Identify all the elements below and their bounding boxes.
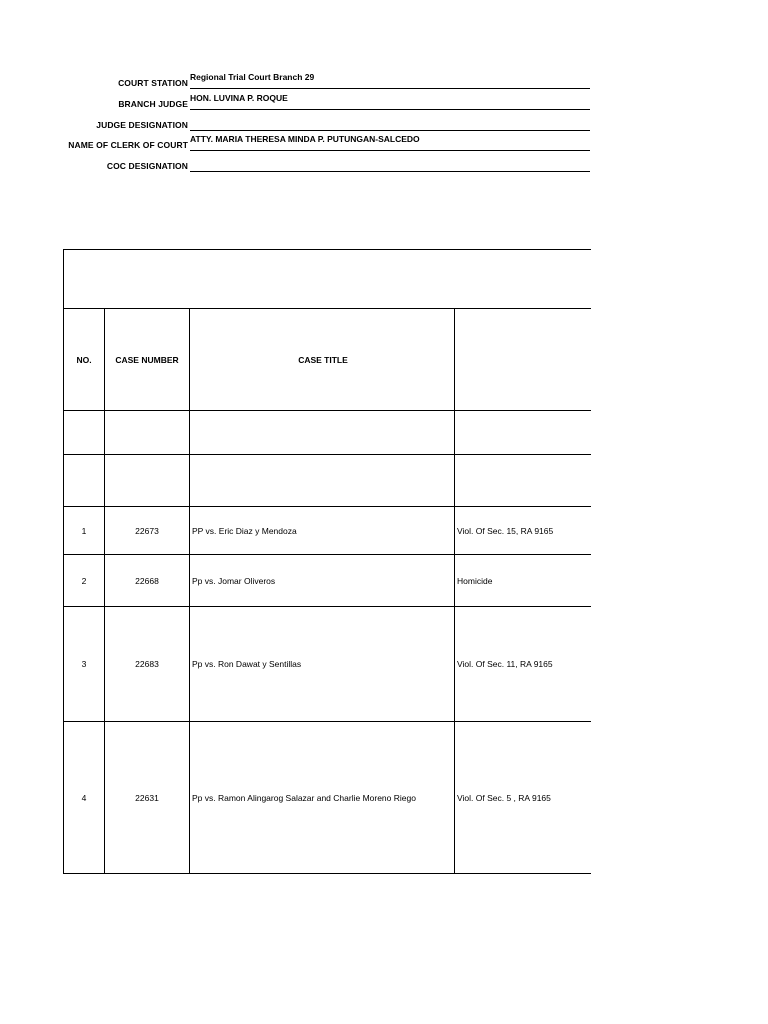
blank-cell [190,411,455,455]
table-row [64,607,591,722]
clerk-of-court-value[interactable]: ATTY. MARIA THERESA MINDA P. PUTUNGAN-SALCEDO [190,134,420,144]
blank-cell [455,411,591,455]
header-case-number: CASE NUMBER [105,309,190,411]
row-offense: Viol. Of Sec. 15, RA 9165 [455,507,591,555]
row-case-title: PP vs. Eric Diaz y Mendoza [190,507,455,555]
row-offense: Viol. Of Sec. 11, RA 9165 [455,607,591,722]
row-case-number: 22683 [105,607,190,722]
table-blank-row [64,455,591,507]
court-station-label: COURT STATION [118,78,188,88]
coc-designation-field [0,155,590,175]
header-no: NO. [64,309,105,411]
blank-cell [455,455,591,507]
table-title-row [64,250,591,309]
court-station-underline [190,88,590,89]
blank-cell [64,411,105,455]
judge-designation-label: JUDGE DESIGNATION [96,120,188,130]
table-row [64,555,591,607]
clerk-of-court-field [0,134,590,154]
case-table [63,249,591,874]
header-case-title: CASE TITLE [190,309,455,411]
row-no: 2 [64,555,105,607]
branch-judge-field [0,93,590,113]
row-case-number: 22631 [105,722,190,874]
table-header-row [64,309,591,411]
table-row [64,507,591,555]
row-offense: Homicide [455,555,591,607]
blank-cell [64,455,105,507]
judge-designation-field [0,114,590,134]
table-title-cell [64,250,591,309]
row-case-number: 22668 [105,555,190,607]
blank-cell [105,455,190,507]
coc-designation-label: COC DESIGNATION [106,161,188,171]
judge-designation-underline [190,130,590,131]
row-no: 1 [64,507,105,555]
court-station-value[interactable]: Regional Trial Court Branch 29 [190,72,315,82]
branch-judge-underline [190,109,590,110]
row-case-number: 22673 [105,507,190,555]
blank-cell [105,411,190,455]
header-offense [455,309,591,411]
clerk-of-court-underline [190,150,590,151]
row-case-title: Pp vs. Ron Dawat y Sentillas [190,607,455,722]
row-no: 4 [64,722,105,874]
branch-judge-label: BRANCH JUDGE [118,99,188,109]
row-case-title: Pp vs. Ramon Alingarog Salazar and Charlie Moreno Riego [190,722,455,874]
court-station-field [0,72,590,92]
row-no: 3 [64,607,105,722]
branch-judge-value[interactable]: HON. LUVINA P. ROQUE [190,93,288,103]
coc-designation-underline [190,171,590,172]
clerk-of-court-label: NAME OF CLERK OF COURT [68,140,188,150]
blank-cell [190,455,455,507]
table-row [64,722,591,874]
row-offense: Viol. Of Sec. 5 , RA 9165 [455,722,591,874]
table-blank-row [64,411,591,455]
row-case-title: Pp vs. Jomar Oliveros [190,555,455,607]
